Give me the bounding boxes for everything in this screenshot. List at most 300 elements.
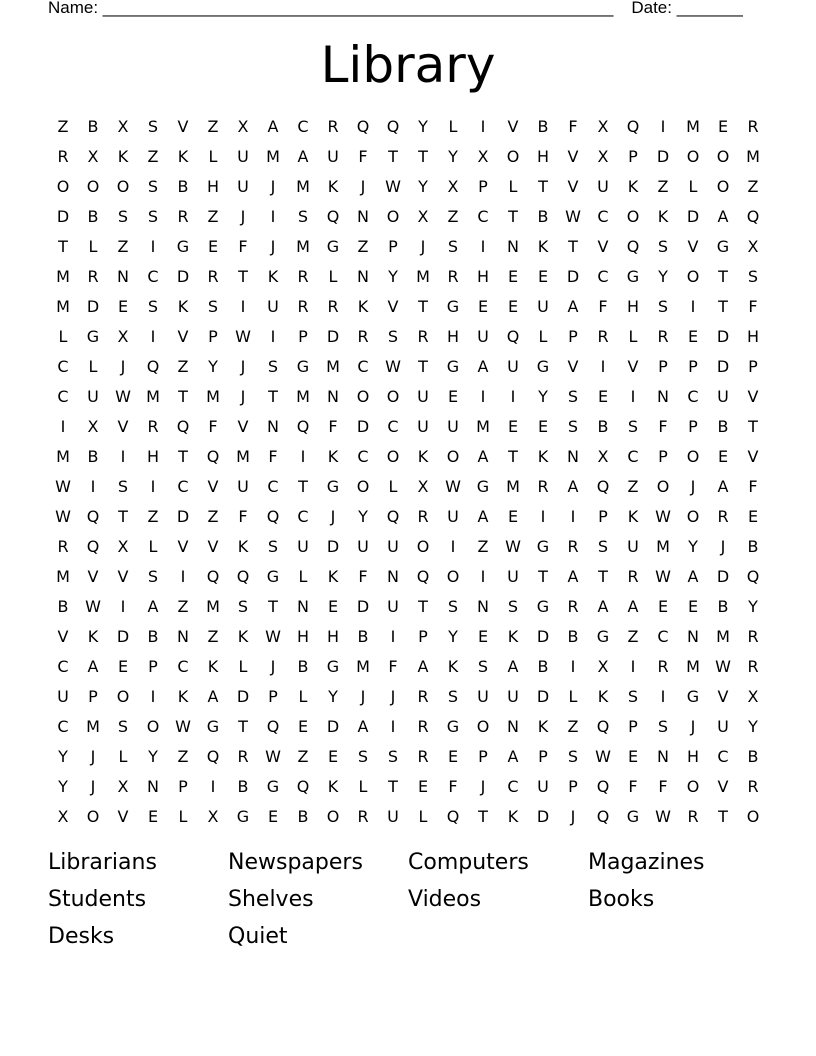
grid-letter[interactable]: P bbox=[178, 776, 188, 796]
grid-letter[interactable]: X bbox=[87, 416, 99, 436]
grid-letter[interactable]: Q bbox=[626, 236, 640, 256]
grid-letter[interactable]: Q bbox=[146, 356, 160, 376]
grid-letter[interactable]: B bbox=[87, 446, 99, 466]
grid-letter[interactable]: C bbox=[57, 716, 69, 736]
grid-letter[interactable]: R bbox=[747, 776, 759, 796]
grid-letter[interactable]: S bbox=[117, 206, 129, 226]
grid-letter[interactable]: S bbox=[567, 746, 579, 766]
grid-letter[interactable]: Q bbox=[176, 416, 190, 436]
grid-letter[interactable]: P bbox=[478, 746, 488, 766]
grid-letter[interactable]: W bbox=[445, 476, 461, 496]
grid-letter[interactable]: Z bbox=[627, 626, 639, 646]
grid-letter[interactable]: Z bbox=[177, 356, 189, 376]
grid-letter[interactable]: Z bbox=[567, 716, 579, 736]
grid-letter[interactable]: W bbox=[265, 626, 281, 646]
grid-letter[interactable]: K bbox=[627, 176, 639, 196]
grid-letter[interactable]: X bbox=[417, 206, 429, 226]
grid-letter[interactable]: R bbox=[537, 476, 549, 496]
grid-letter[interactable]: T bbox=[418, 356, 428, 376]
grid-letter[interactable]: Y bbox=[538, 386, 548, 406]
grid-letter[interactable]: E bbox=[537, 416, 549, 436]
grid-letter[interactable]: M bbox=[326, 356, 340, 376]
grid-letter[interactable]: A bbox=[717, 206, 729, 226]
grid-letter[interactable]: E bbox=[507, 266, 519, 286]
grid-letter[interactable]: D bbox=[656, 146, 670, 166]
grid-letter[interactable]: J bbox=[90, 776, 96, 796]
grid-letter[interactable]: L bbox=[508, 176, 518, 196]
grid-letter[interactable]: T bbox=[418, 596, 428, 616]
grid-letter[interactable]: B bbox=[297, 806, 309, 826]
grid-letter[interactable]: O bbox=[146, 716, 160, 736]
grid-letter[interactable]: R bbox=[177, 206, 189, 226]
grid-letter[interactable]: M bbox=[746, 146, 760, 166]
grid-letter[interactable]: F bbox=[208, 416, 218, 436]
grid-letter[interactable]: Q bbox=[416, 566, 430, 586]
grid-letter[interactable]: I bbox=[390, 716, 396, 736]
grid-letter[interactable]: Q bbox=[446, 806, 460, 826]
grid-letter[interactable]: S bbox=[657, 236, 669, 256]
grid-letter[interactable]: Y bbox=[58, 776, 68, 796]
grid-letter[interactable]: P bbox=[688, 356, 698, 376]
grid-letter[interactable]: P bbox=[418, 626, 428, 646]
grid-letter[interactable]: C bbox=[627, 446, 639, 466]
grid-letter[interactable]: Q bbox=[266, 716, 280, 736]
grid-letter[interactable]: M bbox=[56, 296, 70, 316]
grid-letter[interactable]: L bbox=[418, 806, 428, 826]
grid-letter[interactable]: X bbox=[117, 116, 129, 136]
grid-letter[interactable]: P bbox=[628, 146, 638, 166]
grid-letter[interactable]: S bbox=[627, 416, 639, 436]
grid-letter[interactable]: H bbox=[206, 176, 220, 196]
grid-letter[interactable]: T bbox=[598, 566, 608, 586]
grid-letter[interactable]: E bbox=[747, 506, 759, 526]
grid-letter[interactable]: S bbox=[267, 356, 279, 376]
grid-letter[interactable]: U bbox=[387, 806, 399, 826]
grid-letter[interactable]: N bbox=[147, 776, 159, 796]
grid-letter[interactable]: Z bbox=[207, 206, 219, 226]
grid-letter[interactable]: E bbox=[507, 506, 519, 526]
grid-letter[interactable]: W bbox=[655, 566, 671, 586]
grid-letter[interactable]: W bbox=[595, 746, 611, 766]
grid-letter[interactable]: T bbox=[538, 176, 548, 196]
grid-letter[interactable]: G bbox=[596, 626, 610, 646]
grid-letter[interactable]: L bbox=[58, 326, 68, 346]
grid-letter[interactable]: I bbox=[480, 386, 486, 406]
grid-letter[interactable]: F bbox=[658, 416, 668, 436]
grid-letter[interactable]: V bbox=[687, 236, 699, 256]
grid-letter[interactable]: H bbox=[146, 446, 160, 466]
grid-letter[interactable]: T bbox=[118, 506, 128, 526]
grid-letter[interactable]: P bbox=[658, 446, 668, 466]
grid-letter[interactable]: C bbox=[57, 356, 69, 376]
grid-letter[interactable]: Q bbox=[506, 326, 520, 346]
grid-letter[interactable]: L bbox=[208, 146, 218, 166]
grid-letter[interactable]: L bbox=[688, 176, 698, 196]
grid-letter[interactable]: U bbox=[477, 686, 489, 706]
grid-letter[interactable]: S bbox=[657, 716, 669, 736]
grid-letter[interactable]: C bbox=[507, 776, 519, 796]
grid-letter[interactable]: G bbox=[686, 686, 700, 706]
grid-letter[interactable]: W bbox=[235, 326, 251, 346]
grid-letter[interactable]: D bbox=[326, 716, 340, 736]
grid-letter[interactable]: R bbox=[447, 266, 459, 286]
grid-letter[interactable]: I bbox=[270, 206, 276, 226]
grid-letter[interactable]: S bbox=[297, 206, 309, 226]
grid-letter[interactable]: I bbox=[660, 116, 666, 136]
grid-letter[interactable]: L bbox=[388, 476, 398, 496]
grid-letter[interactable]: O bbox=[356, 386, 370, 406]
grid-letter[interactable]: V bbox=[627, 356, 639, 376]
grid-letter[interactable]: P bbox=[208, 326, 218, 346]
grid-letter[interactable]: P bbox=[88, 686, 98, 706]
grid-letter[interactable]: J bbox=[90, 746, 96, 766]
grid-letter[interactable]: S bbox=[387, 746, 399, 766]
grid-letter[interactable]: Q bbox=[296, 416, 310, 436]
grid-letter[interactable]: J bbox=[270, 176, 276, 196]
grid-letter[interactable]: S bbox=[567, 416, 579, 436]
grid-letter[interactable]: N bbox=[567, 446, 579, 466]
grid-letter[interactable]: D bbox=[536, 686, 550, 706]
grid-letter[interactable]: N bbox=[267, 416, 279, 436]
grid-letter[interactable]: H bbox=[626, 296, 640, 316]
grid-letter[interactable]: A bbox=[597, 596, 609, 616]
grid-letter[interactable]: S bbox=[207, 296, 219, 316]
grid-letter[interactable]: O bbox=[686, 146, 700, 166]
grid-letter[interactable]: Y bbox=[418, 116, 428, 136]
grid-letter[interactable]: T bbox=[418, 296, 428, 316]
grid-letter[interactable]: C bbox=[177, 656, 189, 676]
grid-letter[interactable]: E bbox=[417, 776, 429, 796]
grid-letter[interactable]: U bbox=[237, 146, 249, 166]
grid-letter[interactable]: T bbox=[718, 296, 728, 316]
grid-letter[interactable]: K bbox=[177, 296, 189, 316]
grid-letter[interactable]: T bbox=[748, 416, 758, 436]
grid-letter[interactable]: N bbox=[507, 716, 519, 736]
grid-letter[interactable]: V bbox=[567, 146, 579, 166]
grid-letter[interactable]: E bbox=[507, 296, 519, 316]
grid-letter[interactable]: O bbox=[716, 176, 730, 196]
grid-letter[interactable]: J bbox=[690, 716, 696, 736]
grid-letter[interactable]: P bbox=[658, 356, 668, 376]
grid-letter[interactable]: I bbox=[120, 446, 126, 466]
grid-letter[interactable]: R bbox=[327, 296, 339, 316]
grid-letter[interactable]: B bbox=[177, 176, 189, 196]
grid-letter[interactable]: J bbox=[240, 356, 246, 376]
grid-letter[interactable]: V bbox=[567, 176, 579, 196]
grid-letter[interactable]: N bbox=[327, 386, 339, 406]
grid-letter[interactable]: U bbox=[267, 296, 279, 316]
grid-letter[interactable]: G bbox=[176, 236, 190, 256]
grid-letter[interactable]: E bbox=[207, 236, 219, 256]
grid-letter[interactable]: Z bbox=[207, 116, 219, 136]
grid-letter[interactable]: U bbox=[537, 776, 549, 796]
grid-letter[interactable]: V bbox=[747, 446, 759, 466]
grid-letter[interactable]: N bbox=[477, 596, 489, 616]
grid-letter[interactable]: R bbox=[657, 656, 669, 676]
grid-letter[interactable]: K bbox=[357, 296, 369, 316]
grid-letter[interactable]: I bbox=[540, 506, 546, 526]
grid-letter[interactable]: A bbox=[507, 656, 519, 676]
grid-letter[interactable]: V bbox=[207, 476, 219, 496]
grid-letter[interactable]: H bbox=[476, 266, 490, 286]
grid-letter[interactable]: D bbox=[716, 356, 730, 376]
grid-letter[interactable]: E bbox=[657, 596, 669, 616]
grid-letter[interactable]: D bbox=[116, 626, 130, 646]
grid-letter[interactable]: G bbox=[446, 716, 460, 736]
grid-letter[interactable]: S bbox=[267, 536, 279, 556]
grid-letter[interactable]: O bbox=[56, 176, 70, 196]
grid-letter[interactable]: Q bbox=[596, 716, 610, 736]
grid-letter[interactable]: C bbox=[717, 746, 729, 766]
grid-letter[interactable]: S bbox=[147, 176, 159, 196]
grid-letter[interactable]: K bbox=[327, 566, 339, 586]
grid-letter[interactable]: R bbox=[297, 266, 309, 286]
grid-letter[interactable]: M bbox=[656, 536, 670, 556]
grid-letter[interactable]: V bbox=[177, 536, 189, 556]
grid-letter[interactable]: C bbox=[357, 446, 369, 466]
grid-letter[interactable]: Z bbox=[177, 746, 189, 766]
grid-letter[interactable]: G bbox=[326, 236, 340, 256]
grid-letter[interactable]: M bbox=[236, 446, 250, 466]
grid-letter[interactable]: V bbox=[117, 566, 129, 586]
grid-letter[interactable]: T bbox=[568, 236, 578, 256]
grid-letter[interactable]: U bbox=[417, 416, 429, 436]
grid-letter[interactable]: O bbox=[626, 206, 640, 226]
grid-letter[interactable]: D bbox=[566, 266, 580, 286]
grid-letter[interactable]: S bbox=[117, 476, 129, 496]
grid-letter[interactable]: K bbox=[267, 266, 279, 286]
grid-letter[interactable]: I bbox=[570, 656, 576, 676]
grid-letter[interactable]: G bbox=[536, 596, 550, 616]
grid-letter[interactable]: W bbox=[55, 476, 71, 496]
grid-letter[interactable]: A bbox=[507, 746, 519, 766]
grid-letter[interactable]: F bbox=[238, 506, 248, 526]
grid-letter[interactable]: C bbox=[657, 626, 669, 646]
grid-letter[interactable]: C bbox=[597, 206, 609, 226]
grid-letter[interactable]: I bbox=[150, 686, 156, 706]
grid-letter[interactable]: F bbox=[268, 446, 278, 466]
grid-letter[interactable]: Q bbox=[356, 116, 370, 136]
grid-letter[interactable]: E bbox=[327, 746, 339, 766]
grid-letter[interactable]: W bbox=[265, 746, 281, 766]
grid-letter[interactable]: M bbox=[296, 386, 310, 406]
grid-letter[interactable]: G bbox=[446, 296, 460, 316]
grid-letter[interactable]: I bbox=[630, 656, 636, 676]
grid-letter[interactable]: E bbox=[597, 386, 609, 406]
grid-letter[interactable]: S bbox=[447, 236, 459, 256]
grid-letter[interactable]: H bbox=[686, 746, 700, 766]
grid-letter[interactable]: K bbox=[417, 446, 429, 466]
grid-letter[interactable]: G bbox=[326, 656, 340, 676]
grid-letter[interactable]: V bbox=[237, 416, 249, 436]
grid-letter[interactable]: T bbox=[268, 386, 278, 406]
grid-letter[interactable]: A bbox=[717, 476, 729, 496]
grid-letter[interactable]: T bbox=[238, 716, 248, 736]
grid-letter[interactable]: Q bbox=[626, 116, 640, 136]
grid-letter[interactable]: W bbox=[115, 386, 131, 406]
grid-letter[interactable]: S bbox=[447, 596, 459, 616]
grid-letter[interactable]: O bbox=[86, 176, 100, 196]
grid-letter[interactable]: R bbox=[417, 686, 429, 706]
grid-letter[interactable]: U bbox=[447, 506, 459, 526]
grid-letter[interactable]: O bbox=[686, 506, 700, 526]
grid-letter[interactable]: I bbox=[480, 116, 486, 136]
grid-letter[interactable]: Y bbox=[448, 146, 458, 166]
grid-letter[interactable]: I bbox=[690, 296, 696, 316]
grid-letter[interactable]: R bbox=[747, 116, 759, 136]
grid-letter[interactable]: Y bbox=[688, 536, 698, 556]
grid-letter[interactable]: K bbox=[177, 146, 189, 166]
grid-letter[interactable]: B bbox=[597, 416, 609, 436]
grid-letter[interactable]: B bbox=[537, 206, 549, 226]
grid-letter[interactable]: N bbox=[687, 626, 699, 646]
grid-letter[interactable]: R bbox=[57, 536, 69, 556]
grid-letter[interactable]: U bbox=[447, 416, 459, 436]
grid-letter[interactable]: S bbox=[387, 326, 399, 346]
grid-letter[interactable]: R bbox=[147, 416, 159, 436]
grid-letter[interactable]: U bbox=[357, 536, 369, 556]
grid-letter[interactable]: D bbox=[326, 536, 340, 556]
grid-letter[interactable]: W bbox=[715, 656, 731, 676]
grid-letter[interactable]: S bbox=[147, 116, 159, 136]
grid-letter[interactable]: U bbox=[237, 176, 249, 196]
grid-letter[interactable]: M bbox=[56, 266, 70, 286]
grid-letter[interactable]: S bbox=[147, 296, 159, 316]
grid-letter[interactable]: E bbox=[117, 296, 129, 316]
grid-letter[interactable]: O bbox=[116, 686, 130, 706]
date-field-label[interactable]: Date: _______ bbox=[631, 0, 743, 17]
grid-letter[interactable]: R bbox=[357, 806, 369, 826]
grid-letter[interactable]: L bbox=[298, 686, 308, 706]
grid-letter[interactable]: D bbox=[86, 296, 100, 316]
grid-letter[interactable]: R bbox=[417, 506, 429, 526]
grid-letter[interactable]: J bbox=[330, 506, 336, 526]
grid-letter[interactable]: Z bbox=[627, 476, 639, 496]
grid-letter[interactable]: R bbox=[747, 656, 759, 676]
grid-letter[interactable]: F bbox=[328, 416, 338, 436]
grid-letter[interactable]: K bbox=[237, 626, 249, 646]
grid-letter[interactable]: X bbox=[117, 536, 129, 556]
grid-letter[interactable]: Q bbox=[386, 116, 400, 136]
grid-letter[interactable]: M bbox=[416, 266, 430, 286]
grid-letter[interactable]: R bbox=[627, 566, 639, 586]
grid-letter[interactable]: V bbox=[387, 296, 399, 316]
grid-letter[interactable]: U bbox=[237, 476, 249, 496]
grid-letter[interactable]: D bbox=[176, 506, 190, 526]
grid-letter[interactable]: X bbox=[477, 146, 489, 166]
grid-letter[interactable]: B bbox=[237, 776, 249, 796]
grid-letter[interactable]: O bbox=[86, 806, 100, 826]
grid-letter[interactable]: U bbox=[627, 536, 639, 556]
grid-letter[interactable]: K bbox=[537, 236, 549, 256]
grid-letter[interactable]: V bbox=[87, 566, 99, 586]
grid-letter[interactable]: O bbox=[356, 476, 370, 496]
grid-letter[interactable]: K bbox=[327, 446, 339, 466]
grid-letter[interactable]: T bbox=[268, 596, 278, 616]
grid-letter[interactable]: E bbox=[267, 806, 279, 826]
grid-letter[interactable]: G bbox=[716, 236, 730, 256]
grid-letter[interactable]: E bbox=[297, 716, 309, 736]
grid-letter[interactable]: E bbox=[717, 446, 729, 466]
grid-letter[interactable]: H bbox=[446, 326, 460, 346]
grid-letter[interactable]: R bbox=[567, 596, 579, 616]
grid-letter[interactable]: D bbox=[356, 596, 370, 616]
grid-letter[interactable]: U bbox=[57, 686, 69, 706]
grid-letter[interactable]: C bbox=[387, 416, 399, 436]
grid-letter[interactable]: W bbox=[55, 506, 71, 526]
grid-letter[interactable]: M bbox=[266, 146, 280, 166]
grid-letter[interactable]: Y bbox=[748, 596, 758, 616]
grid-letter[interactable]: S bbox=[237, 596, 249, 616]
grid-letter[interactable]: M bbox=[296, 176, 310, 196]
grid-letter[interactable]: O bbox=[386, 446, 400, 466]
grid-letter[interactable]: Q bbox=[296, 776, 310, 796]
grid-letter[interactable]: O bbox=[326, 806, 340, 826]
grid-letter[interactable]: L bbox=[178, 806, 188, 826]
grid-letter[interactable]: D bbox=[56, 206, 70, 226]
grid-letter[interactable]: U bbox=[717, 386, 729, 406]
grid-letter[interactable]: L bbox=[538, 326, 548, 346]
grid-letter[interactable]: D bbox=[176, 266, 190, 286]
grid-letter[interactable]: I bbox=[570, 506, 576, 526]
grid-letter[interactable]: V bbox=[177, 116, 189, 136]
grid-letter[interactable]: X bbox=[417, 476, 429, 496]
grid-letter[interactable]: K bbox=[177, 686, 189, 706]
grid-letter[interactable]: A bbox=[267, 116, 279, 136]
grid-letter[interactable]: T bbox=[718, 266, 728, 286]
grid-letter[interactable]: O bbox=[446, 566, 460, 586]
grid-letter[interactable]: V bbox=[717, 776, 729, 796]
grid-letter[interactable]: M bbox=[716, 626, 730, 646]
grid-letter[interactable]: O bbox=[476, 716, 490, 736]
grid-letter[interactable]: T bbox=[178, 386, 188, 406]
grid-letter[interactable]: I bbox=[270, 326, 276, 346]
grid-letter[interactable]: K bbox=[327, 776, 339, 796]
grid-letter[interactable]: G bbox=[236, 806, 250, 826]
grid-letter[interactable]: J bbox=[240, 206, 246, 226]
grid-letter[interactable]: E bbox=[537, 266, 549, 286]
grid-letter[interactable]: D bbox=[536, 626, 550, 646]
grid-letter[interactable]: D bbox=[536, 806, 550, 826]
grid-letter[interactable]: P bbox=[268, 686, 278, 706]
grid-letter[interactable]: J bbox=[240, 386, 246, 406]
grid-letter[interactable]: P bbox=[568, 326, 578, 346]
grid-letter[interactable]: J bbox=[360, 686, 366, 706]
grid-letter[interactable]: Y bbox=[328, 686, 338, 706]
grid-letter[interactable]: I bbox=[210, 776, 216, 796]
grid-letter[interactable]: W bbox=[655, 506, 671, 526]
grid-letter[interactable]: B bbox=[87, 206, 99, 226]
grid-letter[interactable]: T bbox=[298, 476, 308, 496]
grid-letter[interactable]: U bbox=[597, 176, 609, 196]
grid-letter[interactable]: G bbox=[446, 356, 460, 376]
grid-letter[interactable]: Q bbox=[596, 476, 610, 496]
grid-letter[interactable]: V bbox=[117, 416, 129, 436]
grid-letter[interactable]: F bbox=[388, 656, 398, 676]
grid-letter[interactable]: I bbox=[240, 296, 246, 316]
grid-letter[interactable]: C bbox=[147, 266, 159, 286]
grid-letter[interactable]: R bbox=[237, 746, 249, 766]
grid-letter[interactable]: T bbox=[508, 206, 518, 226]
grid-letter[interactable]: L bbox=[448, 116, 458, 136]
grid-letter[interactable]: F bbox=[358, 566, 368, 586]
grid-letter[interactable]: B bbox=[567, 626, 579, 646]
grid-letter[interactable]: Q bbox=[206, 446, 220, 466]
grid-letter[interactable]: I bbox=[90, 476, 96, 496]
grid-letter[interactable]: U bbox=[537, 296, 549, 316]
grid-letter[interactable]: E bbox=[327, 596, 339, 616]
grid-letter[interactable]: A bbox=[87, 656, 99, 676]
